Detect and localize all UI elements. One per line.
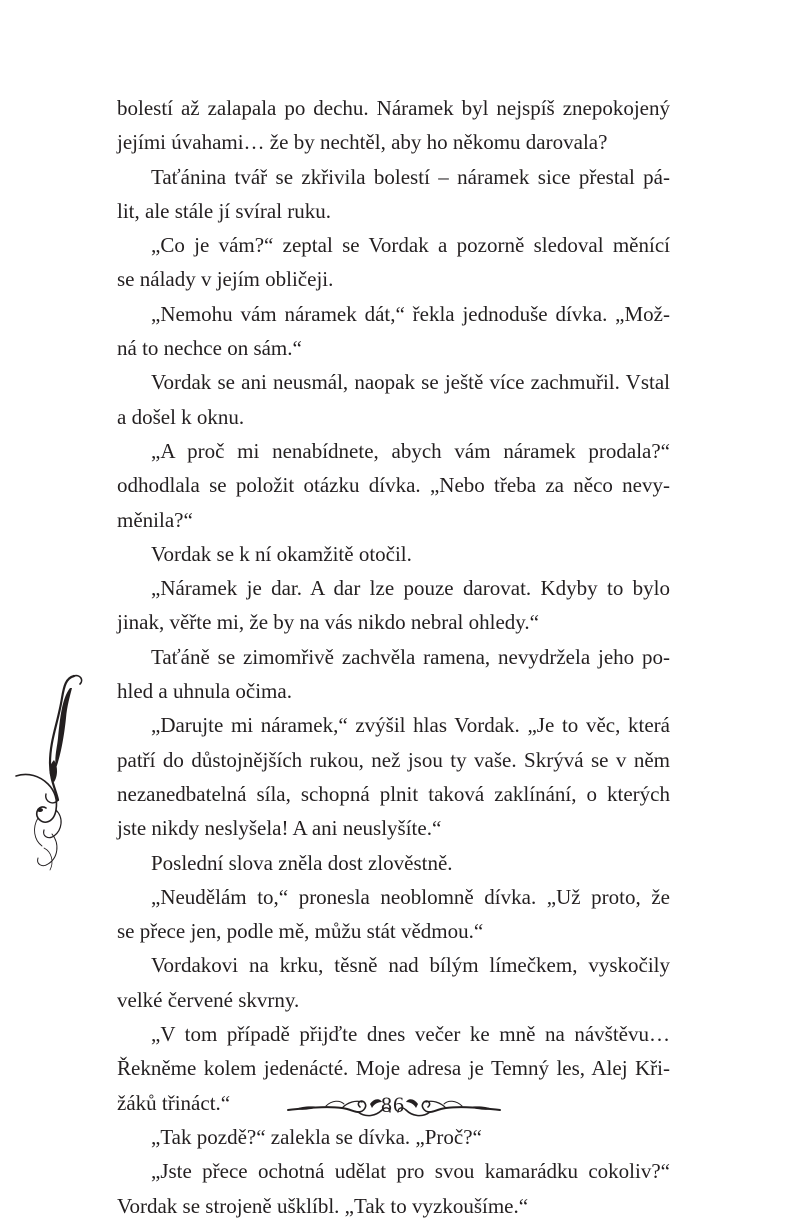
right-flourish-icon bbox=[392, 1094, 502, 1122]
text-line: jste nikdy neslyšela! A ani neuslyšíte.“ bbox=[117, 816, 442, 841]
text-line: Vordak se ani neusmál, naopak se ještě více zachmuřil. Vstal bbox=[151, 370, 670, 395]
text-line: odhodlala se položit otázku dívka. „Nebo třeba za něco nevy- bbox=[117, 473, 670, 498]
text-line: a došel k oknu. bbox=[117, 404, 245, 429]
page-footer bbox=[0, 1088, 785, 1128]
text-line: nezanedbatelná síla, schopná plnit taková zaklínání, o kterých bbox=[117, 781, 670, 806]
text-line: jejími úvahami… že by nechtěl, aby ho někomu darovala? bbox=[117, 130, 608, 155]
text-line: velké červené skvrny. bbox=[117, 987, 300, 1012]
text-line: „Neudělám to,“ pronesla neoblomně dívka. „Už proto, že bbox=[151, 884, 670, 909]
text-line: jinak, věřte mi, že by na vás nikdo nebral ohledy.“ bbox=[117, 610, 539, 635]
text-line: „Jste přece ochotná udělat pro svou kamarádku cokoliv?“ bbox=[151, 1159, 670, 1184]
text-line: se přece jen, podle mě, můžu stát vědmou.“ bbox=[117, 919, 484, 944]
text-line: Taťáně se zimomřivě zachvěla ramena, nevydržela jeho po- bbox=[151, 644, 670, 669]
text-line: „A proč mi nenabídnete, abych vám náramek prodala?“ bbox=[151, 438, 670, 463]
text-line: hled a uhnula očima. bbox=[117, 679, 292, 704]
text-line: „Darujte mi náramek,“ zvýšil hlas Vordak. „Je to věc, která bbox=[151, 713, 670, 738]
body-text bbox=[117, 91, 670, 1223]
text-line: žáků třináct.“ bbox=[117, 1090, 231, 1115]
text-line: lit, ale stále jí svíral ruku. bbox=[117, 198, 332, 223]
text-line: Řekněme kolem jedenácté. Moje adresa je Temný les, Alej Kři- bbox=[117, 1056, 670, 1081]
text-line: měnila?“ bbox=[117, 507, 193, 532]
text-line: Vordak se k ní okamžitě otočil. bbox=[151, 541, 412, 566]
side-ornament-icon bbox=[14, 668, 94, 878]
text-line: patří do důstojnějších rukou, než jsou ty vaše. Skrývá se v něm bbox=[117, 747, 670, 772]
text-line: Vordak se strojeně ušklíbl. „Tak to vyzkoušíme.“ bbox=[117, 1193, 529, 1218]
text-line: „Náramek je dar. A dar lze pouze darovat. Kdyby to bylo bbox=[151, 576, 670, 601]
text-line: se nálady v jejím obličeji. bbox=[117, 267, 334, 292]
text-line: „Nemohu vám náramek dát,“ řekla jednoduše dívka. „Mož- bbox=[151, 301, 670, 326]
text-line: bolestí až zalapala po dechu. Náramek byl nejspíš znepokojený bbox=[117, 96, 670, 120]
text-line: Taťánina tvář se zkřivila bolestí – náramek sice přestal pá- bbox=[151, 164, 670, 189]
text-line: „Co je vám?“ zeptal se Vordak a pozorně sledoval měnící bbox=[151, 233, 670, 258]
text-line: ná to nechce on sám.“ bbox=[117, 336, 302, 361]
text-line: „Tak pozdě?“ zalekla se dívka. „Proč?“ bbox=[151, 1124, 482, 1149]
text-line: Vordakovi na krku, těsně nad bílým límečkem, vyskočily bbox=[151, 953, 670, 978]
text-line: „V tom případě přijďte dnes večer ke mně na návštěvu… bbox=[151, 1022, 670, 1047]
text-line: Poslední slova zněla dost zlověstně. bbox=[151, 850, 453, 875]
page-number: 86 bbox=[381, 1092, 405, 1117]
